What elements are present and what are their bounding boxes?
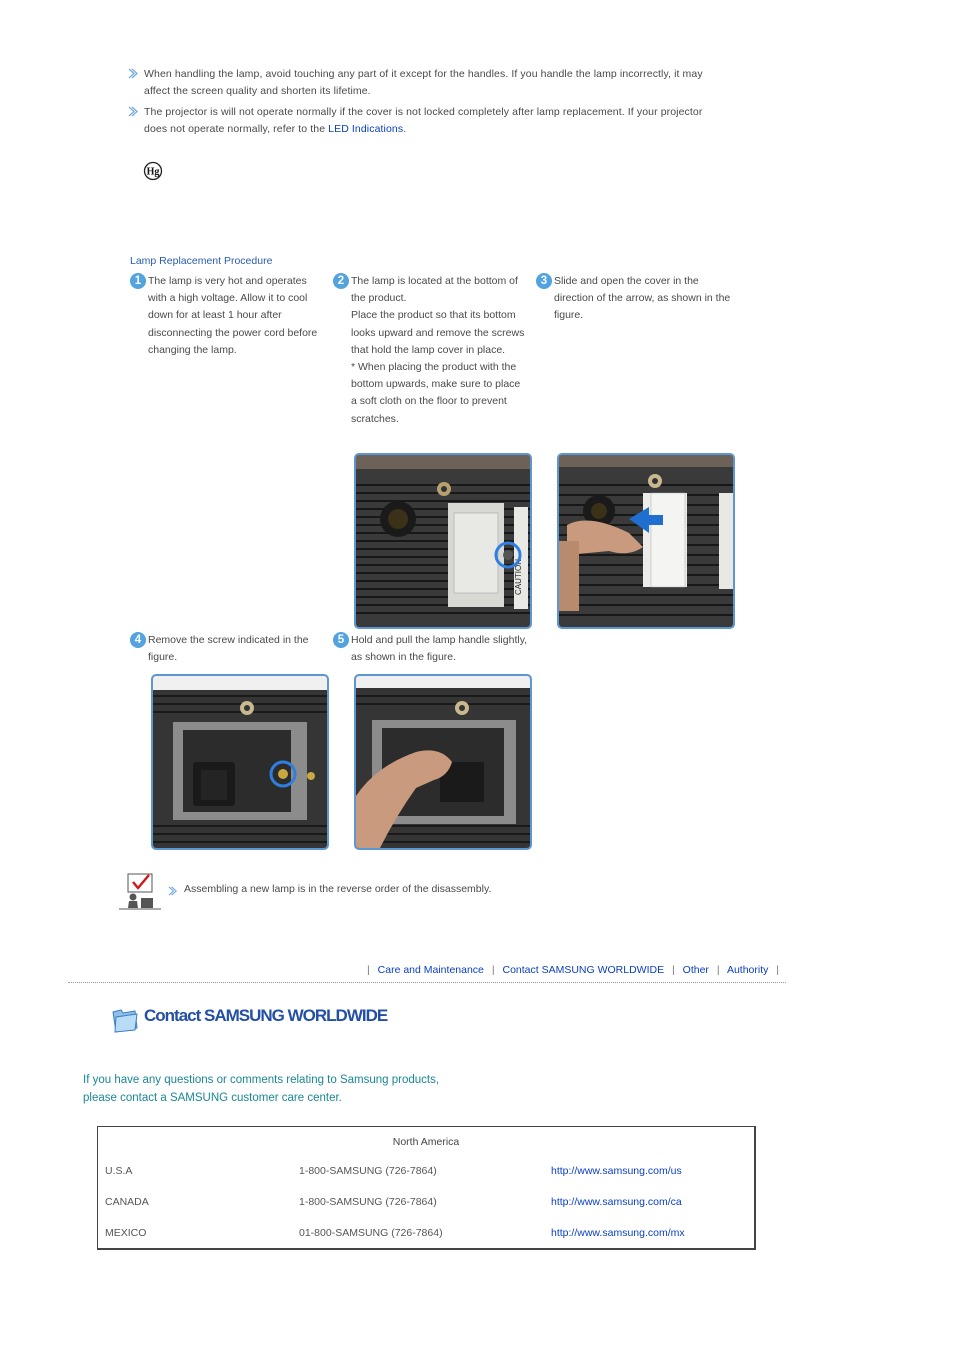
country-cell: CANADA	[105, 1196, 149, 1208]
step-text-line: The lamp is located at the bottom of the product.	[351, 275, 518, 305]
note-text: When handling the lamp, avoid touching any part of it except for the handles. If you handle the lamp incorrectly, it may affect the screen quality and shorten its lifetime.	[144, 68, 703, 97]
photo-step-3-slide-cover	[557, 453, 735, 629]
step-2	[333, 273, 528, 428]
memo-check-icon	[119, 872, 163, 910]
contact-intro-line: If you have any questions or comments relating to Samsung products,	[83, 1074, 440, 1086]
website-link[interactable]: http://www.samsung.com/mx	[551, 1227, 685, 1239]
photo-step-4-remove-screw	[151, 674, 329, 850]
country-cell: U.S.A	[105, 1165, 133, 1177]
step-text: Slide and open the cover in the direction of the arrow, as shown in the figure.	[554, 275, 731, 322]
photo-step-2-bottom-screws	[354, 453, 532, 629]
contact-intro-line: please contact a SAMSUNG customer care center.	[83, 1092, 342, 1104]
svg-text:Hg: Hg	[146, 166, 160, 178]
note-arrow-icon	[128, 106, 139, 117]
website-link[interactable]: http://www.samsung.com/ca	[551, 1196, 682, 1208]
step-number-badge: 4	[130, 632, 146, 648]
step-number-badge: 1	[130, 273, 146, 289]
region-header: North America	[392, 1136, 460, 1148]
nav-link-contact-samsung[interactable]: Contact SAMSUNG WORLDWIDE	[502, 964, 665, 976]
phone-cell: 01-800-SAMSUNG (726-7864)	[299, 1227, 443, 1239]
nav-separator: |	[716, 964, 720, 976]
note-text: The projector is will not operate normally if the cover is not locked completely after lamp replacement. If your projector does not operate normally, refer to the LED Indications.	[144, 106, 703, 135]
step-number-badge: 2	[333, 273, 349, 289]
note-cover-lock	[128, 104, 718, 138]
step-number-badge: 5	[333, 632, 349, 648]
svg-text:CAUTION: CAUTION	[514, 559, 523, 595]
nav-separator: |	[491, 964, 495, 976]
step-text: Remove the screw indicated in the figure.	[148, 634, 309, 664]
nav-separator: |	[672, 964, 675, 976]
step-text: The lamp is very hot and operates with a high voltage. Allow it to cool down for at least 1 hour after disconnecting the power cord before changing the lamp.	[148, 275, 318, 356]
note-handling-lamp	[128, 66, 718, 100]
phone-cell: 1-800-SAMSUNG (726-7864)	[299, 1165, 437, 1177]
section-divider	[68, 982, 786, 983]
step-1	[130, 273, 326, 359]
nav-link-other[interactable]: Other	[682, 964, 709, 976]
step-3	[536, 273, 732, 325]
nav-link-authority[interactable]: Authority	[726, 964, 769, 976]
nav-separator: |	[367, 964, 370, 976]
phone-cell: 1-800-SAMSUNG (726-7864)	[299, 1196, 437, 1208]
note-arrow-icon	[168, 886, 178, 896]
memo-note	[168, 881, 491, 898]
memo-text: Assembling a new lamp is in the reverse order of the disassembly.	[184, 883, 492, 895]
folder-icon	[111, 1006, 139, 1034]
step-text: Hold and pull the lamp handle slightly, as shown in the figure.	[351, 634, 528, 664]
led-indications-link[interactable]: LED Indications	[328, 123, 404, 135]
section-nav	[362, 964, 784, 976]
note-arrow-icon	[128, 68, 139, 79]
nav-link-care-maintenance[interactable]: Care and Maintenance	[377, 964, 484, 976]
step-5	[333, 632, 529, 666]
step-number-badge: 3	[536, 273, 552, 289]
photo-step-5-pull-lamp	[354, 674, 532, 850]
procedure-title: Lamp Replacement Procedure	[130, 255, 273, 267]
nav-separator: |	[776, 964, 780, 976]
step-text-line: Place the product so that its bottom looks upward and remove the screws that hold the lamp cover in place.	[351, 309, 525, 356]
country-cell: MEXICO	[105, 1227, 147, 1239]
contact-heading: Contact SAMSUNG WORLDWIDE	[144, 1006, 388, 1025]
contact-table	[97, 1126, 756, 1250]
step-4	[130, 632, 326, 666]
step-text-line: * When placing the product with the bottom upwards, make sure to place a soft cloth on the floor to prevent scratches.	[351, 361, 521, 425]
contact-intro	[83, 1071, 439, 1107]
website-link[interactable]: http://www.samsung.com/us	[551, 1165, 682, 1177]
mercury-hg-icon	[143, 161, 163, 181]
